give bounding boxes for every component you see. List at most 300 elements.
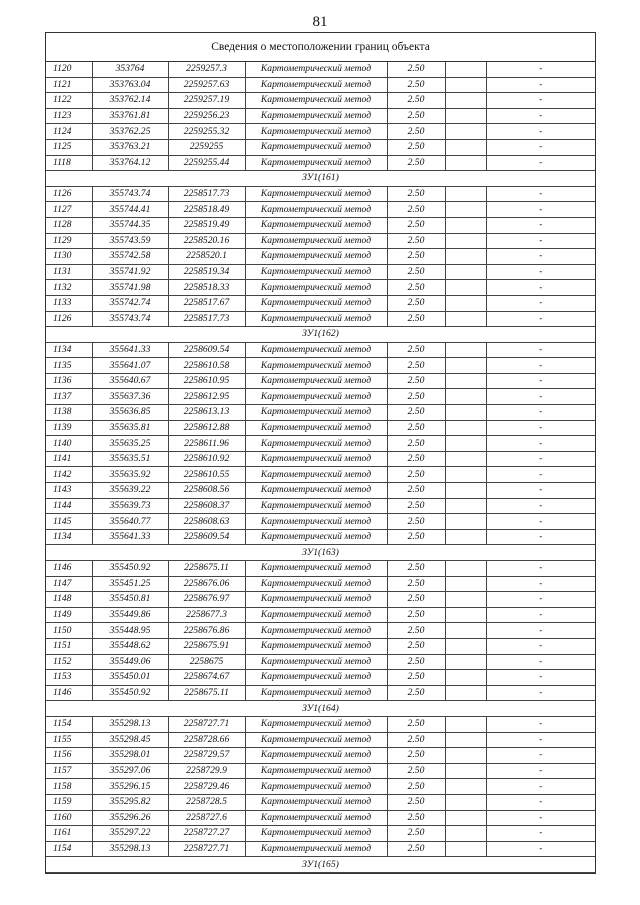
point-number-cell: 1161 [46, 826, 92, 842]
x-coordinate-cell: 355741.92 [92, 264, 168, 280]
table-row [46, 420, 595, 436]
table-row [46, 295, 595, 311]
point-number-cell: 1125 [46, 139, 92, 155]
x-coordinate-cell: 353764 [92, 62, 168, 77]
table-row [46, 108, 595, 124]
method-cell: Картометрический метод [245, 389, 387, 405]
y-coordinate-cell: 2258519.49 [168, 217, 245, 233]
precision-cell: 2.50 [387, 155, 445, 171]
x-coordinate-cell: 355449.86 [92, 607, 168, 623]
point-number-cell: 1123 [46, 108, 92, 124]
point-number-cell: 1139 [46, 420, 92, 436]
x-coordinate-cell: 355448.95 [92, 623, 168, 639]
page-number: 81 [312, 14, 328, 30]
extra-cell [445, 62, 486, 77]
table-row [46, 389, 595, 405]
method-cell: Картометрический метод [245, 779, 387, 795]
extra-cell [445, 217, 486, 233]
table-row [46, 576, 595, 592]
extra-cell [445, 373, 486, 389]
x-coordinate-cell: 355742.58 [92, 249, 168, 265]
precision-cell: 2.50 [387, 467, 445, 483]
table-row [46, 311, 595, 327]
x-coordinate-cell: 355635.25 [92, 436, 168, 452]
description-cell: - [486, 202, 595, 218]
table-row [46, 358, 595, 374]
point-number-cell: 1133 [46, 295, 92, 311]
group-header-row [46, 327, 595, 343]
point-number-cell: 1138 [46, 405, 92, 421]
method-cell: Картометрический метод [245, 592, 387, 608]
extra-cell [445, 576, 486, 592]
y-coordinate-cell: 2258520.16 [168, 233, 245, 249]
table-row [46, 202, 595, 218]
y-coordinate-cell: 2259257.63 [168, 77, 245, 93]
y-coordinate-cell: 2258610.92 [168, 451, 245, 467]
x-coordinate-cell: 353763.21 [92, 139, 168, 155]
extra-cell [445, 436, 486, 452]
group-label: ЗУ1(164) [46, 701, 595, 717]
extra-cell [445, 389, 486, 405]
y-coordinate-cell: 2258517.73 [168, 186, 245, 202]
y-coordinate-cell: 2259255.32 [168, 124, 245, 140]
x-coordinate-cell: 353763.04 [92, 77, 168, 93]
group-header-row [46, 701, 595, 717]
x-coordinate-cell: 355297.06 [92, 763, 168, 779]
x-coordinate-cell: 355743.74 [92, 186, 168, 202]
table-row [46, 155, 595, 171]
extra-cell [445, 186, 486, 202]
extra-cell [445, 654, 486, 670]
extra-cell [445, 249, 486, 265]
x-coordinate-cell: 355449.06 [92, 654, 168, 670]
precision-cell: 2.50 [387, 498, 445, 514]
precision-cell: 2.50 [387, 139, 445, 155]
description-cell: - [486, 233, 595, 249]
method-cell: Картометрический метод [245, 124, 387, 140]
x-coordinate-cell: 355744.41 [92, 202, 168, 218]
point-number-cell: 1134 [46, 529, 92, 545]
description-cell: - [486, 217, 595, 233]
precision-cell: 2.50 [387, 716, 445, 732]
x-coordinate-cell: 355298.13 [92, 841, 168, 857]
y-coordinate-cell: 2258608.63 [168, 514, 245, 530]
x-coordinate-cell: 355744.35 [92, 217, 168, 233]
precision-cell: 2.50 [387, 607, 445, 623]
y-coordinate-cell: 2258675.11 [168, 561, 245, 577]
table-row [46, 638, 595, 654]
x-coordinate-cell: 355450.01 [92, 670, 168, 686]
x-coordinate-cell: 355742.74 [92, 295, 168, 311]
extra-cell [445, 748, 486, 764]
extra-cell [445, 779, 486, 795]
method-cell: Картометрический метод [245, 93, 387, 109]
precision-cell: 2.50 [387, 841, 445, 857]
description-cell: - [486, 467, 595, 483]
method-cell: Картометрический метод [245, 529, 387, 545]
method-cell: Картометрический метод [245, 436, 387, 452]
precision-cell: 2.50 [387, 77, 445, 93]
precision-cell: 2.50 [387, 280, 445, 296]
description-cell: - [486, 436, 595, 452]
precision-cell: 2.50 [387, 264, 445, 280]
extra-cell [445, 794, 486, 810]
x-coordinate-cell: 355295.82 [92, 794, 168, 810]
extra-cell [445, 514, 486, 530]
extra-cell [445, 670, 486, 686]
y-coordinate-cell: 2258610.58 [168, 358, 245, 374]
description-cell: - [486, 483, 595, 499]
point-number-cell: 1126 [46, 311, 92, 327]
extra-cell [445, 467, 486, 483]
point-number-cell: 1142 [46, 467, 92, 483]
table-row [46, 436, 595, 452]
method-cell: Картометрический метод [245, 295, 387, 311]
table-row [46, 139, 595, 155]
point-number-cell: 1149 [46, 607, 92, 623]
extra-cell [445, 264, 486, 280]
point-number-cell: 1143 [46, 483, 92, 499]
x-coordinate-cell: 353764.12 [92, 155, 168, 171]
extra-cell [445, 124, 486, 140]
description-cell: - [486, 841, 595, 857]
y-coordinate-cell: 2259255 [168, 139, 245, 155]
group-label: ЗУ1(165) [46, 857, 595, 873]
extra-cell [445, 498, 486, 514]
extra-cell [445, 716, 486, 732]
method-cell: Картометрический метод [245, 186, 387, 202]
description-cell: - [486, 576, 595, 592]
extra-cell [445, 280, 486, 296]
extra-cell [445, 202, 486, 218]
description-cell: - [486, 451, 595, 467]
table-row [46, 264, 595, 280]
point-number-cell: 1154 [46, 841, 92, 857]
table-row [46, 810, 595, 826]
point-number-cell: 1158 [46, 779, 92, 795]
precision-cell: 2.50 [387, 826, 445, 842]
point-number-cell: 1159 [46, 794, 92, 810]
precision-cell: 2.50 [387, 249, 445, 265]
precision-cell: 2.50 [387, 685, 445, 701]
y-coordinate-cell: 2258517.73 [168, 311, 245, 327]
extra-cell [445, 139, 486, 155]
method-cell: Картометрический метод [245, 249, 387, 265]
table-row [46, 467, 595, 483]
y-coordinate-cell: 2258520.1 [168, 249, 245, 265]
extra-cell [445, 311, 486, 327]
x-coordinate-cell: 353762.25 [92, 124, 168, 140]
method-cell: Картометрический метод [245, 108, 387, 124]
description-cell: - [486, 249, 595, 265]
x-coordinate-cell: 355635.81 [92, 420, 168, 436]
x-coordinate-cell: 355635.92 [92, 467, 168, 483]
table-row [46, 716, 595, 732]
method-cell: Картометрический метод [245, 217, 387, 233]
extra-cell [445, 810, 486, 826]
y-coordinate-cell: 2258727.27 [168, 826, 245, 842]
point-number-cell: 1122 [46, 93, 92, 109]
extra-cell [445, 607, 486, 623]
extra-cell [445, 483, 486, 499]
precision-cell: 2.50 [387, 654, 445, 670]
y-coordinate-cell: 2258728.66 [168, 732, 245, 748]
precision-cell: 2.50 [387, 311, 445, 327]
extra-cell [445, 405, 486, 421]
description-cell: - [486, 763, 595, 779]
description-cell: - [486, 794, 595, 810]
point-number-cell: 1129 [46, 233, 92, 249]
table-row [46, 280, 595, 296]
point-number-cell: 1157 [46, 763, 92, 779]
extra-cell [445, 529, 486, 545]
group-label: ЗУ1(163) [46, 545, 595, 561]
method-cell: Картометрический метод [245, 342, 387, 358]
x-coordinate-cell: 355451.25 [92, 576, 168, 592]
boundary-table-sheet [45, 32, 596, 874]
y-coordinate-cell: 2258677.3 [168, 607, 245, 623]
extra-cell [445, 826, 486, 842]
description-cell: - [486, 561, 595, 577]
table-row [46, 233, 595, 249]
method-cell: Картометрический метод [245, 623, 387, 639]
precision-cell: 2.50 [387, 763, 445, 779]
precision-cell: 2.50 [387, 202, 445, 218]
point-number-cell: 1155 [46, 732, 92, 748]
point-number-cell: 1146 [46, 685, 92, 701]
precision-cell: 2.50 [387, 420, 445, 436]
precision-cell: 2.50 [387, 779, 445, 795]
point-number-cell: 1118 [46, 155, 92, 171]
table-row [46, 623, 595, 639]
method-cell: Картометрический метод [245, 202, 387, 218]
description-cell: - [486, 498, 595, 514]
x-coordinate-cell: 355448.62 [92, 638, 168, 654]
table-row [46, 217, 595, 233]
description-cell: - [486, 311, 595, 327]
y-coordinate-cell: 2259257.3 [168, 62, 245, 77]
x-coordinate-cell: 355641.33 [92, 342, 168, 358]
x-coordinate-cell: 355639.22 [92, 483, 168, 499]
precision-cell: 2.50 [387, 389, 445, 405]
method-cell: Картометрический метод [245, 607, 387, 623]
extra-cell [445, 623, 486, 639]
x-coordinate-cell: 355298.45 [92, 732, 168, 748]
y-coordinate-cell: 2258611.96 [168, 436, 245, 452]
precision-cell: 2.50 [387, 217, 445, 233]
description-cell: - [486, 124, 595, 140]
extra-cell [445, 763, 486, 779]
extra-cell [445, 638, 486, 654]
description-cell: - [486, 529, 595, 545]
extra-cell [445, 342, 486, 358]
table-body [46, 62, 595, 872]
x-coordinate-cell: 355450.92 [92, 561, 168, 577]
method-cell: Картометрический метод [245, 233, 387, 249]
x-coordinate-cell: 355743.59 [92, 233, 168, 249]
method-cell: Картометрический метод [245, 732, 387, 748]
x-coordinate-cell: 355640.67 [92, 373, 168, 389]
extra-cell [445, 295, 486, 311]
x-coordinate-cell: 355639.73 [92, 498, 168, 514]
table-row [46, 794, 595, 810]
table-row [46, 498, 595, 514]
table-row [46, 779, 595, 795]
precision-cell: 2.50 [387, 186, 445, 202]
table-row [46, 124, 595, 140]
point-number-cell: 1141 [46, 451, 92, 467]
description-cell: - [486, 295, 595, 311]
precision-cell: 2.50 [387, 514, 445, 530]
y-coordinate-cell: 2258608.37 [168, 498, 245, 514]
precision-cell: 2.50 [387, 561, 445, 577]
y-coordinate-cell: 2258519.34 [168, 264, 245, 280]
y-coordinate-cell: 2258518.49 [168, 202, 245, 218]
description-cell: - [486, 108, 595, 124]
precision-cell: 2.50 [387, 358, 445, 374]
description-cell: - [486, 186, 595, 202]
y-coordinate-cell: 2258676.97 [168, 592, 245, 608]
description-cell: - [486, 373, 595, 389]
description-cell: - [486, 638, 595, 654]
method-cell: Картометрический метод [245, 498, 387, 514]
table-row [46, 685, 595, 701]
extra-cell [445, 420, 486, 436]
extra-cell [445, 233, 486, 249]
y-coordinate-cell: 2258729.57 [168, 748, 245, 764]
x-coordinate-cell: 355741.98 [92, 280, 168, 296]
precision-cell: 2.50 [387, 62, 445, 77]
extra-cell [445, 77, 486, 93]
group-header-row [46, 171, 595, 187]
point-number-cell: 1126 [46, 186, 92, 202]
description-cell: - [486, 77, 595, 93]
description-cell: - [486, 623, 595, 639]
table-row [46, 373, 595, 389]
description-cell: - [486, 405, 595, 421]
y-coordinate-cell: 2258609.54 [168, 342, 245, 358]
method-cell: Картометрический метод [245, 451, 387, 467]
table-row [46, 826, 595, 842]
point-number-cell: 1148 [46, 592, 92, 608]
table-row [46, 654, 595, 670]
point-number-cell: 1127 [46, 202, 92, 218]
precision-cell: 2.50 [387, 670, 445, 686]
x-coordinate-cell: 355296.15 [92, 779, 168, 795]
extra-cell [445, 685, 486, 701]
boundary-coordinates-table [46, 62, 595, 873]
y-coordinate-cell: 2258675 [168, 654, 245, 670]
point-number-cell: 1134 [46, 342, 92, 358]
precision-cell: 2.50 [387, 732, 445, 748]
table-row [46, 186, 595, 202]
description-cell: - [486, 732, 595, 748]
precision-cell: 2.50 [387, 638, 445, 654]
point-number-cell: 1151 [46, 638, 92, 654]
precision-cell: 2.50 [387, 373, 445, 389]
description-cell: - [486, 826, 595, 842]
precision-cell: 2.50 [387, 483, 445, 499]
table-row [46, 529, 595, 545]
y-coordinate-cell: 2258727.6 [168, 810, 245, 826]
method-cell: Картометрический метод [245, 654, 387, 670]
y-coordinate-cell: 2258675.91 [168, 638, 245, 654]
description-cell: - [486, 654, 595, 670]
table-row [46, 561, 595, 577]
table-row [46, 670, 595, 686]
method-cell: Картометрический метод [245, 358, 387, 374]
extra-cell [445, 358, 486, 374]
point-number-cell: 1154 [46, 716, 92, 732]
x-coordinate-cell: 355298.01 [92, 748, 168, 764]
method-cell: Картометрический метод [245, 638, 387, 654]
method-cell: Картометрический метод [245, 514, 387, 530]
precision-cell: 2.50 [387, 295, 445, 311]
y-coordinate-cell: 2258610.95 [168, 373, 245, 389]
y-coordinate-cell: 2258729.9 [168, 763, 245, 779]
point-number-cell: 1130 [46, 249, 92, 265]
point-number-cell: 1145 [46, 514, 92, 530]
point-number-cell: 1121 [46, 77, 92, 93]
y-coordinate-cell: 2259256.23 [168, 108, 245, 124]
x-coordinate-cell: 355641.33 [92, 529, 168, 545]
table-row [46, 451, 595, 467]
x-coordinate-cell: 355636.85 [92, 405, 168, 421]
description-cell: - [486, 264, 595, 280]
precision-cell: 2.50 [387, 108, 445, 124]
point-number-cell: 1146 [46, 561, 92, 577]
point-number-cell: 1137 [46, 389, 92, 405]
x-coordinate-cell: 355450.92 [92, 685, 168, 701]
y-coordinate-cell: 2258727.71 [168, 716, 245, 732]
x-coordinate-cell: 353761.81 [92, 108, 168, 124]
point-number-cell: 1140 [46, 436, 92, 452]
method-cell: Картометрический метод [245, 405, 387, 421]
description-cell: - [486, 592, 595, 608]
x-coordinate-cell: 355297.22 [92, 826, 168, 842]
method-cell: Картометрический метод [245, 483, 387, 499]
description-cell: - [486, 670, 595, 686]
y-coordinate-cell: 2258676.86 [168, 623, 245, 639]
method-cell: Картометрический метод [245, 373, 387, 389]
table-row [46, 405, 595, 421]
method-cell: Картометрический метод [245, 576, 387, 592]
point-number-cell: 1132 [46, 280, 92, 296]
point-number-cell: 1136 [46, 373, 92, 389]
precision-cell: 2.50 [387, 794, 445, 810]
method-cell: Картометрический метод [245, 670, 387, 686]
description-cell: - [486, 93, 595, 109]
description-cell: - [486, 514, 595, 530]
method-cell: Картометрический метод [245, 685, 387, 701]
description-cell: - [486, 155, 595, 171]
table-row [46, 483, 595, 499]
method-cell: Картометрический метод [245, 311, 387, 327]
point-number-cell: 1135 [46, 358, 92, 374]
table-row [46, 607, 595, 623]
precision-cell: 2.50 [387, 342, 445, 358]
description-cell: - [486, 139, 595, 155]
point-number-cell: 1144 [46, 498, 92, 514]
extra-cell [445, 732, 486, 748]
method-cell: Картометрический метод [245, 62, 387, 77]
x-coordinate-cell: 355635.51 [92, 451, 168, 467]
y-coordinate-cell: 2258517.67 [168, 295, 245, 311]
x-coordinate-cell: 355296.26 [92, 810, 168, 826]
x-coordinate-cell: 353762.14 [92, 93, 168, 109]
point-number-cell: 1152 [46, 654, 92, 670]
x-coordinate-cell: 355640.77 [92, 514, 168, 530]
